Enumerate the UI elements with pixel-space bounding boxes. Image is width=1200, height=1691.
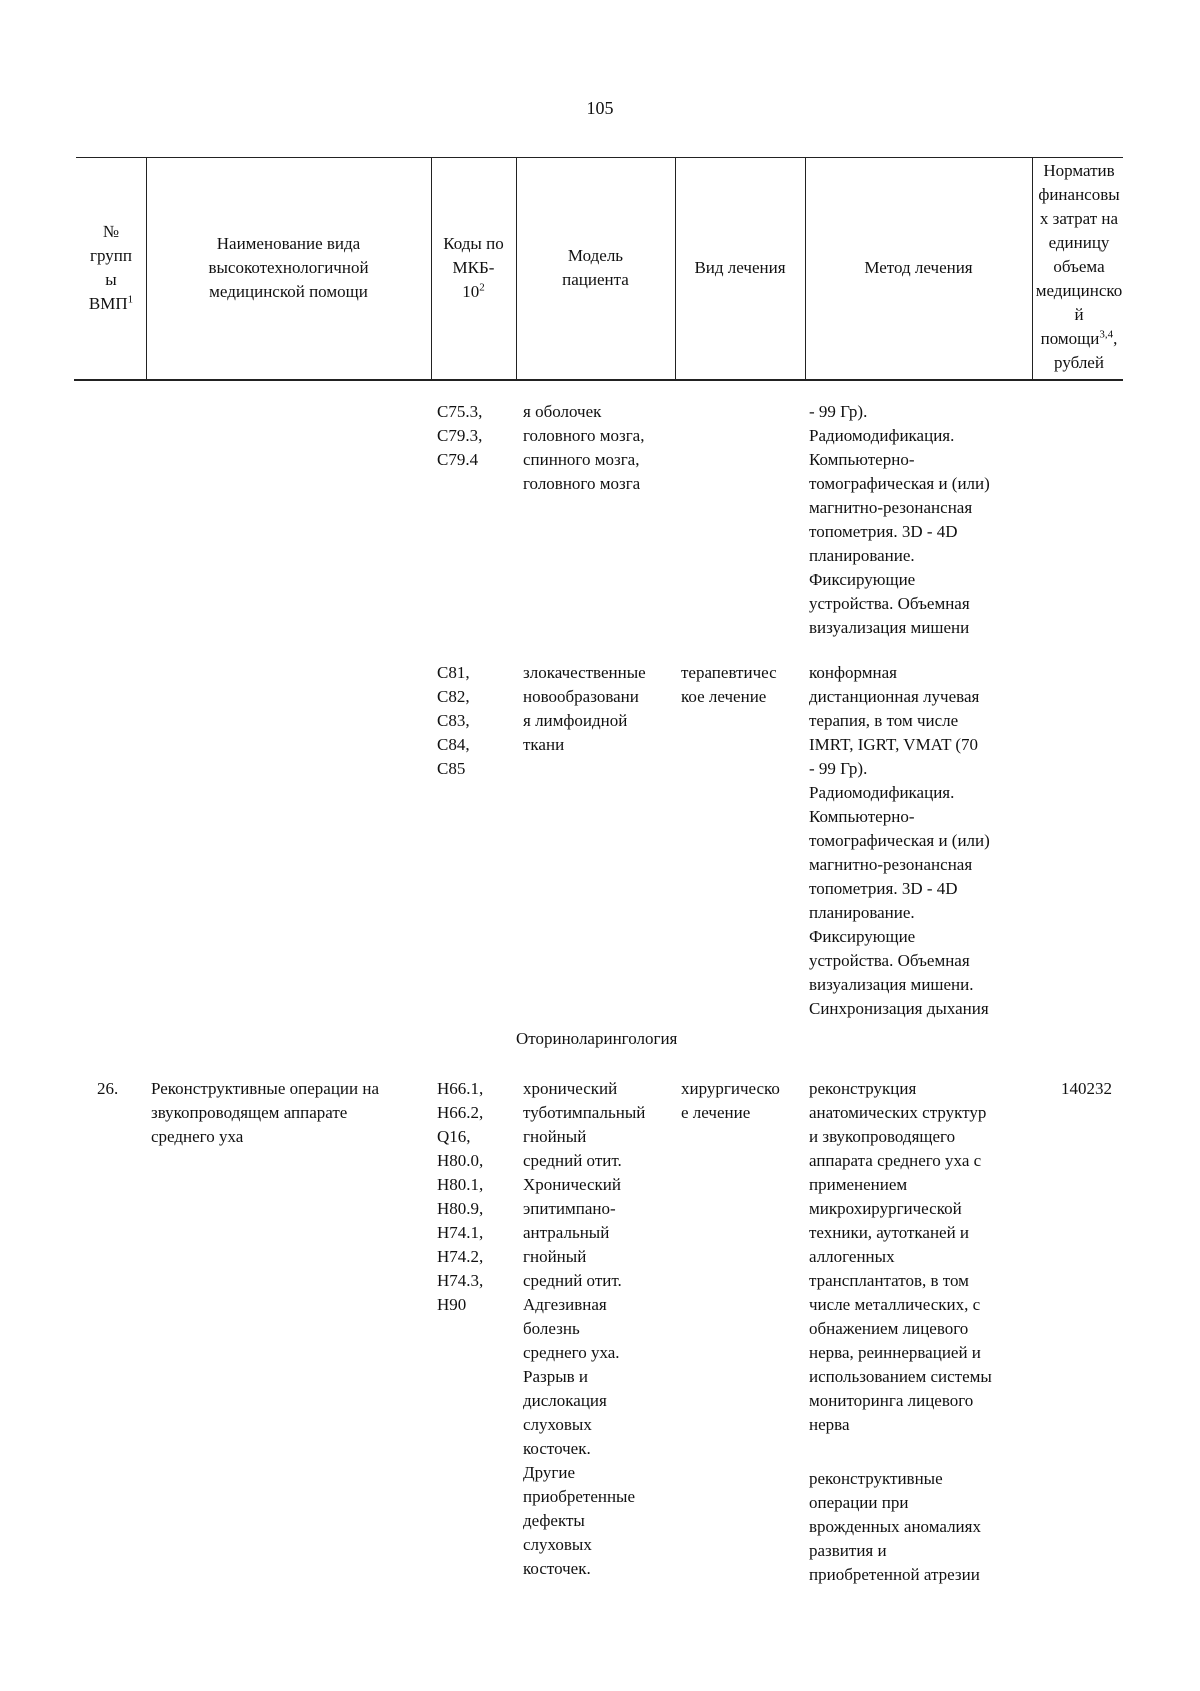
header-name: Наименование вида высокотехнологичной медицинской помощи [208, 234, 369, 301]
header-divider-4 [675, 157, 676, 380]
group26-method-1: реконструкция анатомических структур и звукопроводящего аппарата среднего уха с применением микрохирургической техники, аутотканей и аллогенных трансплантатов, в том числе металлических, с обнажением лицевого нерва, реиннервацией и использованием системы мониторинга лицевого нерва [809, 1079, 992, 1434]
group26-name: Реконструктивные операции на звукопроводящем аппарате среднего уха [151, 1079, 380, 1146]
header-divider-5 [805, 157, 806, 380]
group26-treatment: хирургическо е лечение [681, 1079, 780, 1122]
group26-norm: 140232 [1061, 1079, 1112, 1098]
section-title: Оториноларингология [516, 1029, 678, 1048]
group26-model: хронический туботимпальный гнойный средний отит. Хронический эпитимпано- антральный гнойный средний отит. Адгезивная болезнь среднего уха. Разрыв и дислокация слуховых косточек. Другие приобретенные дефекты слуховых косточек. [523, 1079, 646, 1578]
header-codes [433, 232, 514, 304]
row2-model: злокачественные новообразовани я лимфоидной ткани [523, 663, 646, 754]
row2-treatment: терапевтичес кое лечение [681, 663, 777, 706]
group26-number: 26. [97, 1079, 119, 1098]
header-codes-text: Коды по МКБ- 10 [443, 234, 504, 301]
header-treatment-type: Вид лечения [694, 258, 786, 277]
header-group-no-sup: 1 [127, 293, 134, 306]
header-model: Модель пациента [562, 246, 629, 289]
group26-codes: H66.1, H66.2, Q16, H80.0, H80.1, H80.9, H74.1, H74.2, H74.3, H90 [437, 1079, 484, 1314]
header-norm-text: Норматив финансовы х затрат на единицу объема медицинско й помощи [1035, 161, 1123, 348]
page-number: 105 [586, 98, 614, 118]
header-divider-3 [516, 157, 517, 380]
header-bottom-border [74, 379, 1123, 381]
group26-method-2: реконструктивные операции при врожденных аномалиях развития и приобретенной атрезии [809, 1469, 981, 1584]
header-norm-tail: , рублей [1054, 329, 1118, 372]
row2-method: конформная дистанционная лучевая терапия, в том числе IMRT, IGRT, VMAT (70 - 99 Гр). Радиомодификация. Компьютерно- томографическая и (или) магнитно-резонансная топометрия. 3D - 4D планирование. Фиксирующие устройства. Объемная визуализация мишени. Синхронизация дыхания [809, 663, 990, 1018]
header-codes-sup: 2 [479, 281, 485, 294]
header-norm [1034, 159, 1124, 375]
header-group-no-text: № групп ы ВМП [88, 222, 132, 313]
header-divider-2 [431, 157, 432, 380]
header-norm-sup: 3,4 [1099, 328, 1114, 341]
header-group-no [78, 220, 144, 316]
header-divider-6 [1032, 157, 1033, 380]
header-method: Метод лечения [864, 258, 973, 277]
row1-model: я оболочек головного мозга, спинного мозга, головного мозга [523, 402, 645, 493]
row1-codes: C75.3, C79.3, C79.4 [437, 402, 483, 469]
header-top-border [76, 157, 1123, 158]
row1-method: - 99 Гр). Радиомодификация. Компьютерно- томографическая и (или) магнитно-резонансная топометрия. 3D - 4D планирование. Фиксирующие устройства. Объемная визуализация мишени [809, 402, 990, 637]
header-divider-1 [146, 157, 147, 380]
row2-codes: C81, C82, C83, C84, C85 [437, 663, 470, 778]
